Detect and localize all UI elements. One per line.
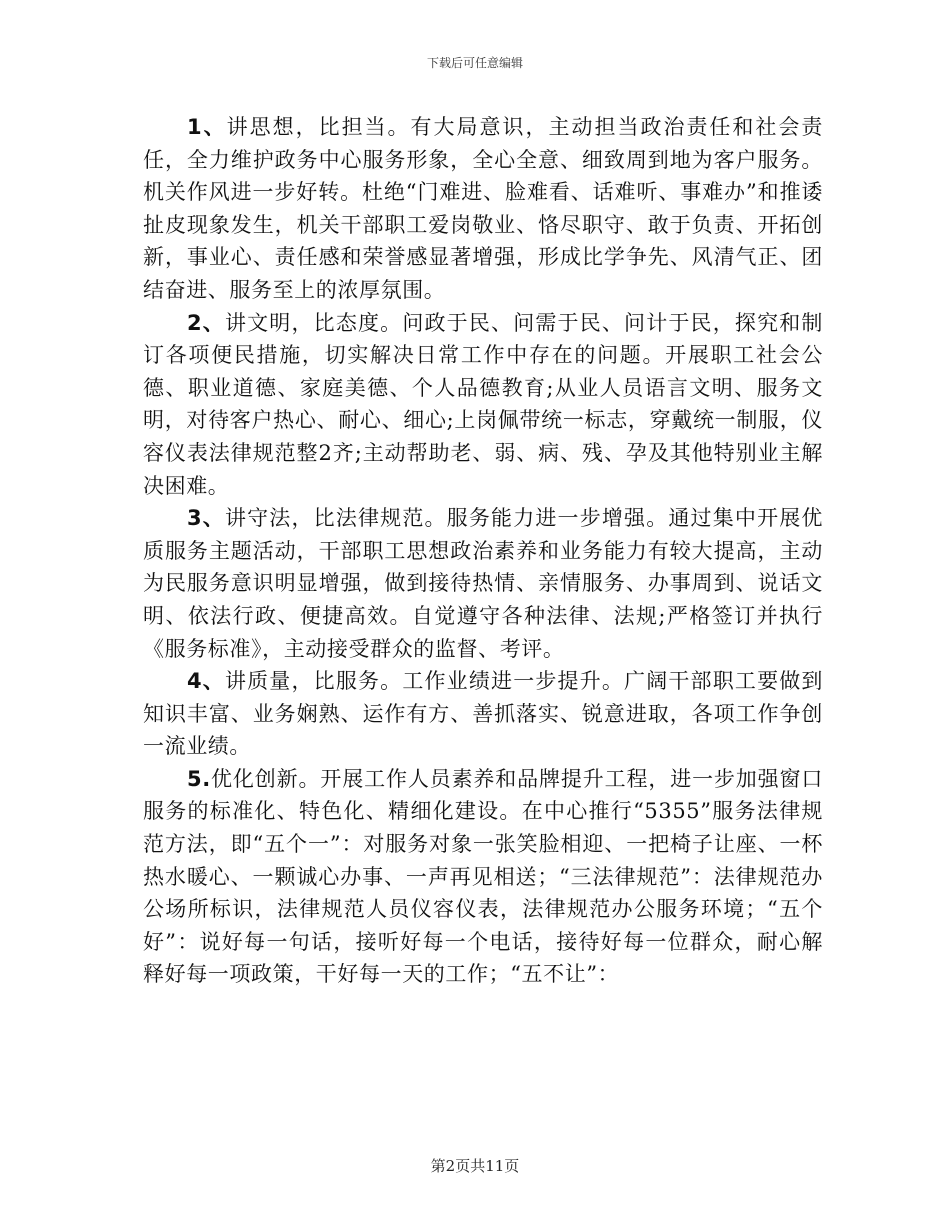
paragraph-4: [143, 665, 823, 763]
page-header: 下载后可任意编辑: [426, 56, 523, 70]
paragraph-text: 优化创新。开展工作人员素养和品牌提升工程，进一步加强窗口服务的标准化、特色化、精细化建设。在中心推行“5355”服务法律规范方法，即“五个一”：对服务对象一张笑脸相迎、一把椅子让座、一杯热水暖心、一颗诚心办事、一声再见相送；“三法律规范”：法律规范办公场所标识，法律规范人员仪容仪表，法律规范办公服务环境；“五个好”：说好每一句话，接听好每一个电话，接待好每一位群众，耐心解释好每一项政策，干好每一天的工作；“五不让”：: [143, 766, 823, 987]
paragraph-text: 讲思想，比担当。有大局意识，主动担当政治责任和社会责任，全力维护政务中心服务形象，全心全意、细致周到地为客户服务。机关作风进一步好转。杜绝“门难进、脸难看、话难听、事难办”和推诿扯皮现象发生，机关干部职工爱岗敬业、恪尽职守、敢于负责、开拓创新，事业心、责任感和荣誉感显著增强，形成比学争先、风清气正、团结奋进、服务至上的浓厚氛围。: [143, 115, 824, 302]
item-number: 3、: [187, 506, 225, 531]
paragraph-text: 讲质量，比服务。工作业绩进一步提升。广阔干部职工要做到知识丰富、业务娴熟、运作有方、善抓落实、锐意进取，各项工作争创一流业绩。: [143, 669, 824, 759]
paragraph-text: 讲文明，比态度。问政于民、问需于民、问计于民，探究和制订各项便民措施，切实解决日常工作中存在的问题。开展职工社会公德、职业道德、家庭美德、个人品德教育;从业人员语言文明、服务文明，对待客户热心、耐心、细心;上岗佩带统一标志，穿戴统一制服，仪容仪表法律规范整2齐;主动帮助老、弱、病、残、孕及其他特别业主解决困难。: [143, 310, 824, 498]
item-number: 1、: [187, 115, 227, 139]
paragraph-1: [143, 111, 823, 307]
paragraph-2: [143, 307, 823, 503]
paragraph-text: 讲守法，比法律规范。服务能力进一步增强。通过集中开展优质服务主题活动，干部职工思想政治素养和业务能力有较大提高，主动为民服务意识明显增强，做到接待热情、亲情服务、办事周到、说话文明、依法行政、便捷高效。自觉遵守各种法律、法规;严格签订并执行《服务标准》，主动接受群众的监督、考评。: [143, 506, 824, 661]
page-footer: 第2页共11页: [430, 1157, 520, 1175]
item-number: 5.: [187, 766, 211, 791]
item-number: 2、: [187, 310, 225, 335]
item-number: 4、: [187, 669, 225, 694]
document-body: [143, 111, 823, 991]
paragraph-3: [143, 502, 823, 665]
paragraph-5: [143, 763, 823, 991]
